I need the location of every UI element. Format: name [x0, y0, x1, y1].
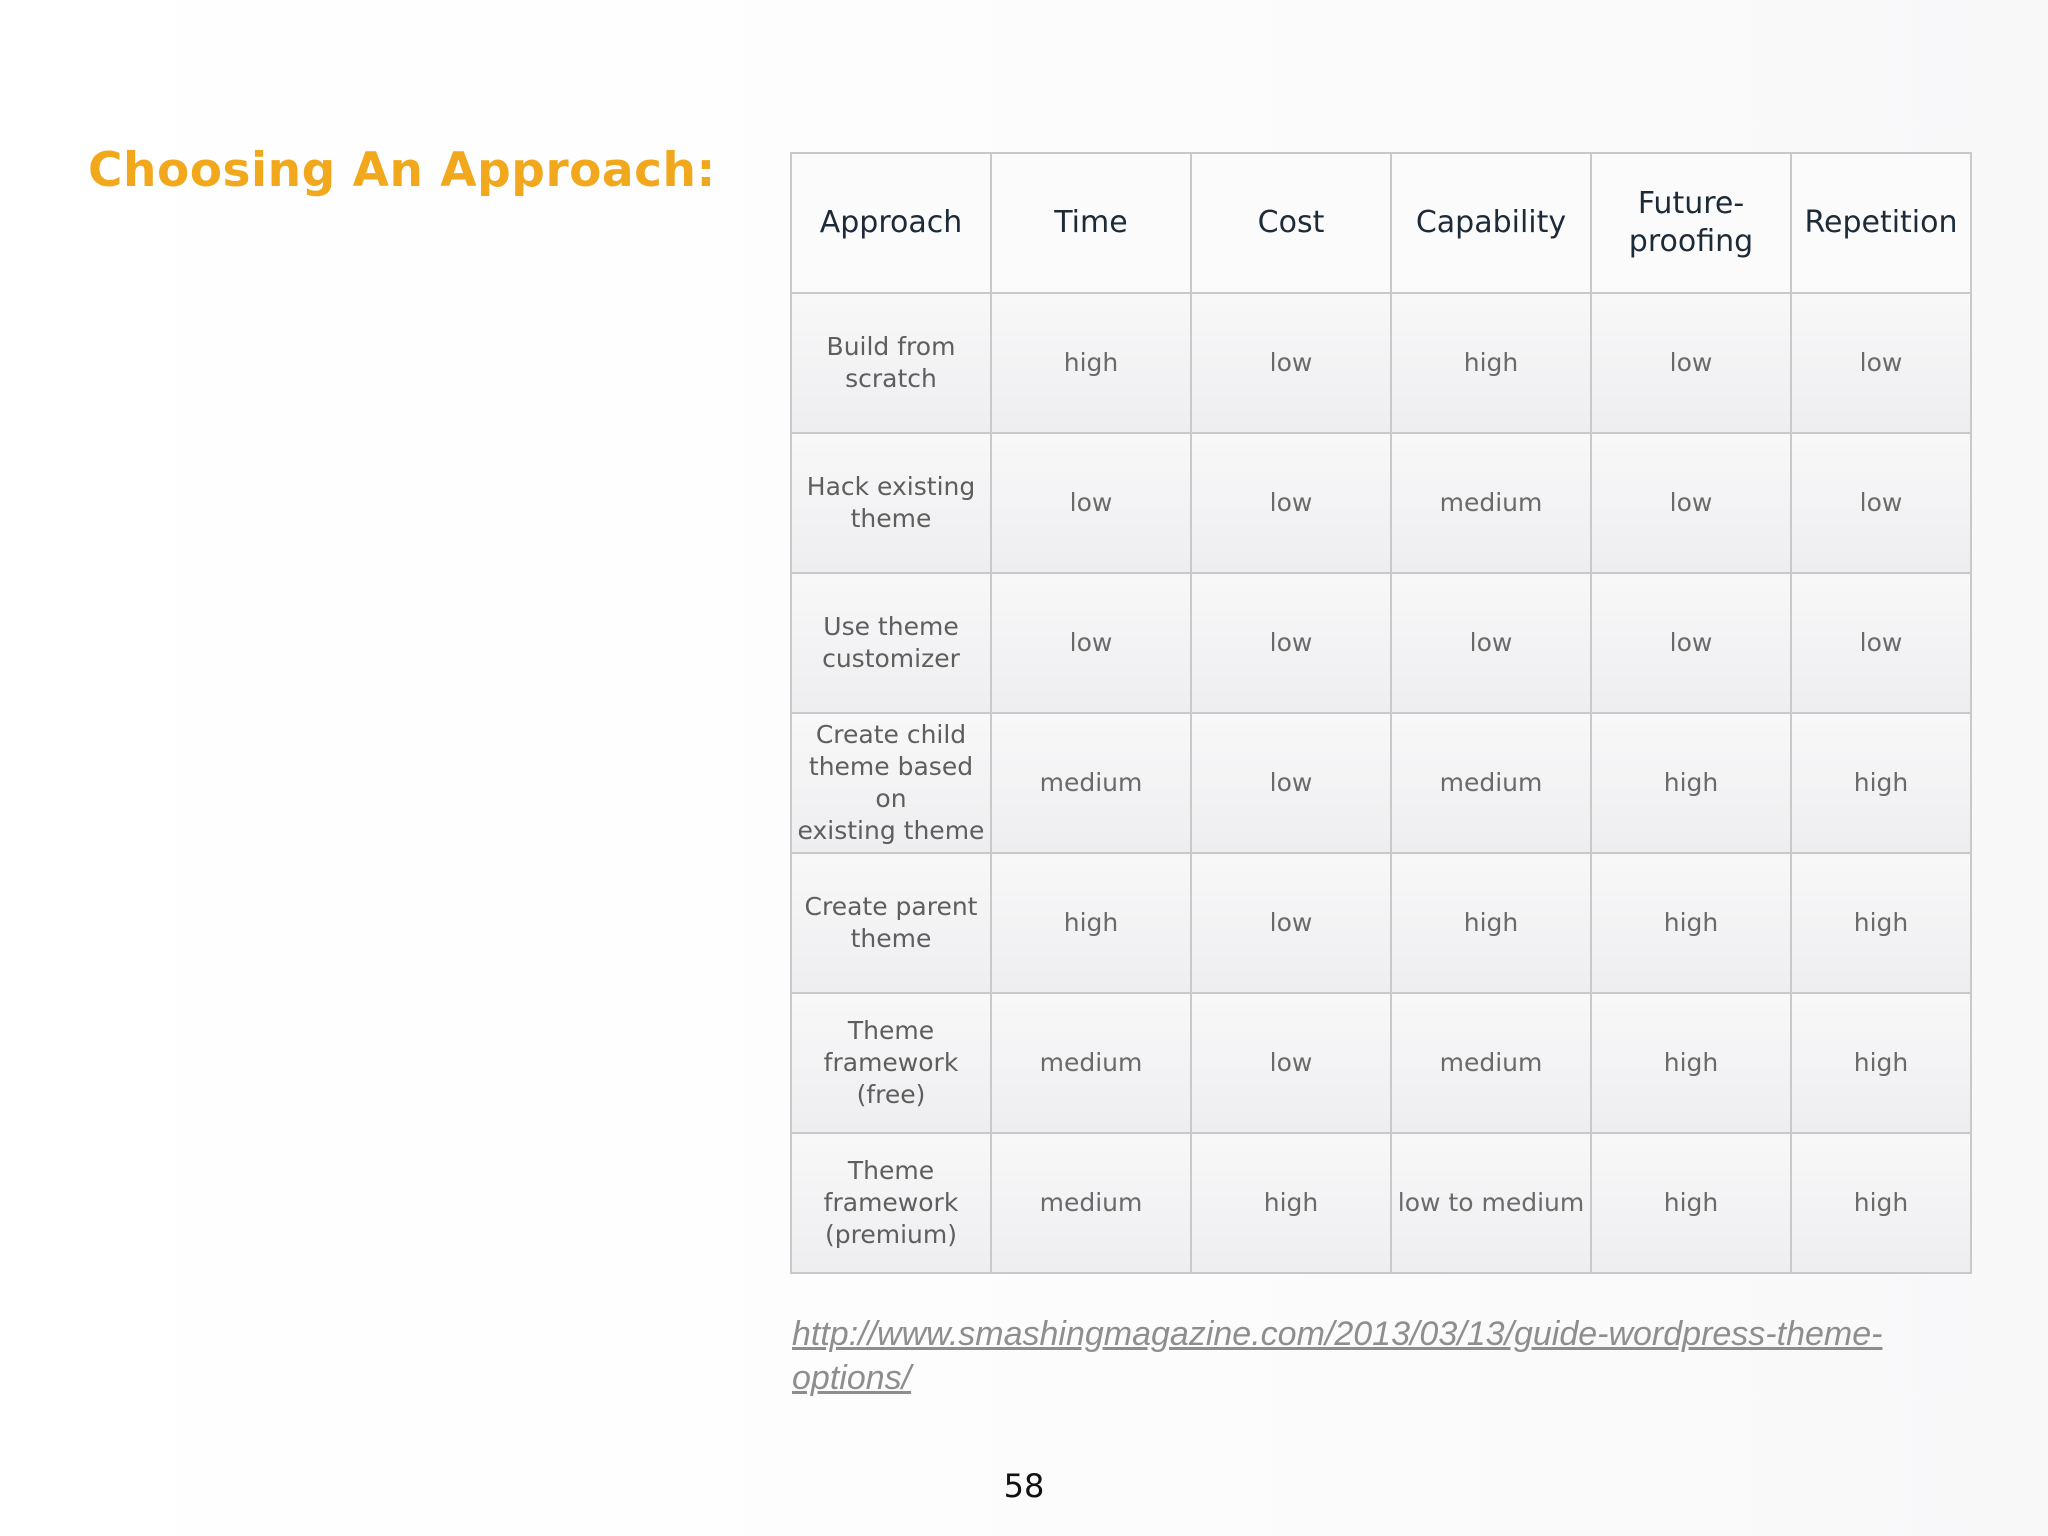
repetition-cell: low: [1791, 433, 1971, 573]
source-link[interactable]: http://www.smashingmagazine.com/2013/03/13/guide-wordpress-theme-options/: [792, 1315, 1883, 1397]
capability-cell: medium: [1391, 993, 1591, 1133]
table-row: [791, 1133, 1971, 1273]
future-proofing-cell: low: [1591, 293, 1791, 433]
header-approach: Approach: [791, 153, 991, 293]
future-proofing-cell: low: [1591, 573, 1791, 713]
header-time: Time: [991, 153, 1191, 293]
repetition-cell: high: [1791, 1133, 1971, 1273]
time-cell: low: [991, 433, 1191, 573]
future-proofing-cell: high: [1591, 853, 1791, 993]
cost-cell: low: [1191, 853, 1391, 993]
table-row: [791, 993, 1971, 1133]
table-row: [791, 293, 1971, 433]
repetition-cell: high: [1791, 713, 1971, 853]
time-cell: high: [991, 293, 1191, 433]
cost-cell: low: [1191, 713, 1391, 853]
repetition-cell: high: [1791, 993, 1971, 1133]
future-proofing-cell: high: [1591, 1133, 1791, 1273]
cost-cell: low: [1191, 433, 1391, 573]
header-capability: Capability: [1391, 153, 1591, 293]
approach-comparison-table: [790, 152, 1972, 1274]
repetition-cell: low: [1791, 293, 1971, 433]
cost-cell: high: [1191, 1133, 1391, 1273]
capability-cell: high: [1391, 293, 1591, 433]
future-proofing-cell: high: [1591, 993, 1791, 1133]
time-cell: low: [991, 573, 1191, 713]
future-proofing-cell: high: [1591, 713, 1791, 853]
table-row: [791, 713, 1971, 853]
repetition-cell: high: [1791, 853, 1971, 993]
table-header-row: [791, 153, 1971, 293]
future-proofing-cell: low: [1591, 433, 1791, 573]
approach-cell: Hack existing theme: [791, 433, 991, 573]
approach-cell: Create parent theme: [791, 853, 991, 993]
approach-cell: Create child theme based on existing theme: [791, 713, 991, 853]
header-cost: Cost: [1191, 153, 1391, 293]
approach-cell: Theme framework (free): [791, 993, 991, 1133]
header-future-proofing: Future- proofing: [1591, 153, 1791, 293]
capability-cell: high: [1391, 853, 1591, 993]
capability-cell: medium: [1391, 713, 1591, 853]
table-row: [791, 853, 1971, 993]
cost-cell: low: [1191, 993, 1391, 1133]
time-cell: medium: [991, 993, 1191, 1133]
time-cell: high: [991, 853, 1191, 993]
slide-title: Choosing An Approach:: [88, 143, 716, 198]
time-cell: medium: [991, 713, 1191, 853]
repetition-cell: low: [1791, 573, 1971, 713]
approach-cell: Use theme customizer: [791, 573, 991, 713]
approach-cell: Theme framework (premium): [791, 1133, 991, 1273]
capability-cell: medium: [1391, 433, 1591, 573]
approach-cell: Build from scratch: [791, 293, 991, 433]
time-cell: medium: [991, 1133, 1191, 1273]
capability-cell: low to medium: [1391, 1133, 1591, 1273]
cost-cell: low: [1191, 573, 1391, 713]
header-repetition: Repetition: [1791, 153, 1971, 293]
cost-cell: low: [1191, 293, 1391, 433]
table-row: [791, 573, 1971, 713]
table-row: [791, 433, 1971, 573]
page-number: 58: [1003, 1467, 1045, 1505]
capability-cell: low: [1391, 573, 1591, 713]
